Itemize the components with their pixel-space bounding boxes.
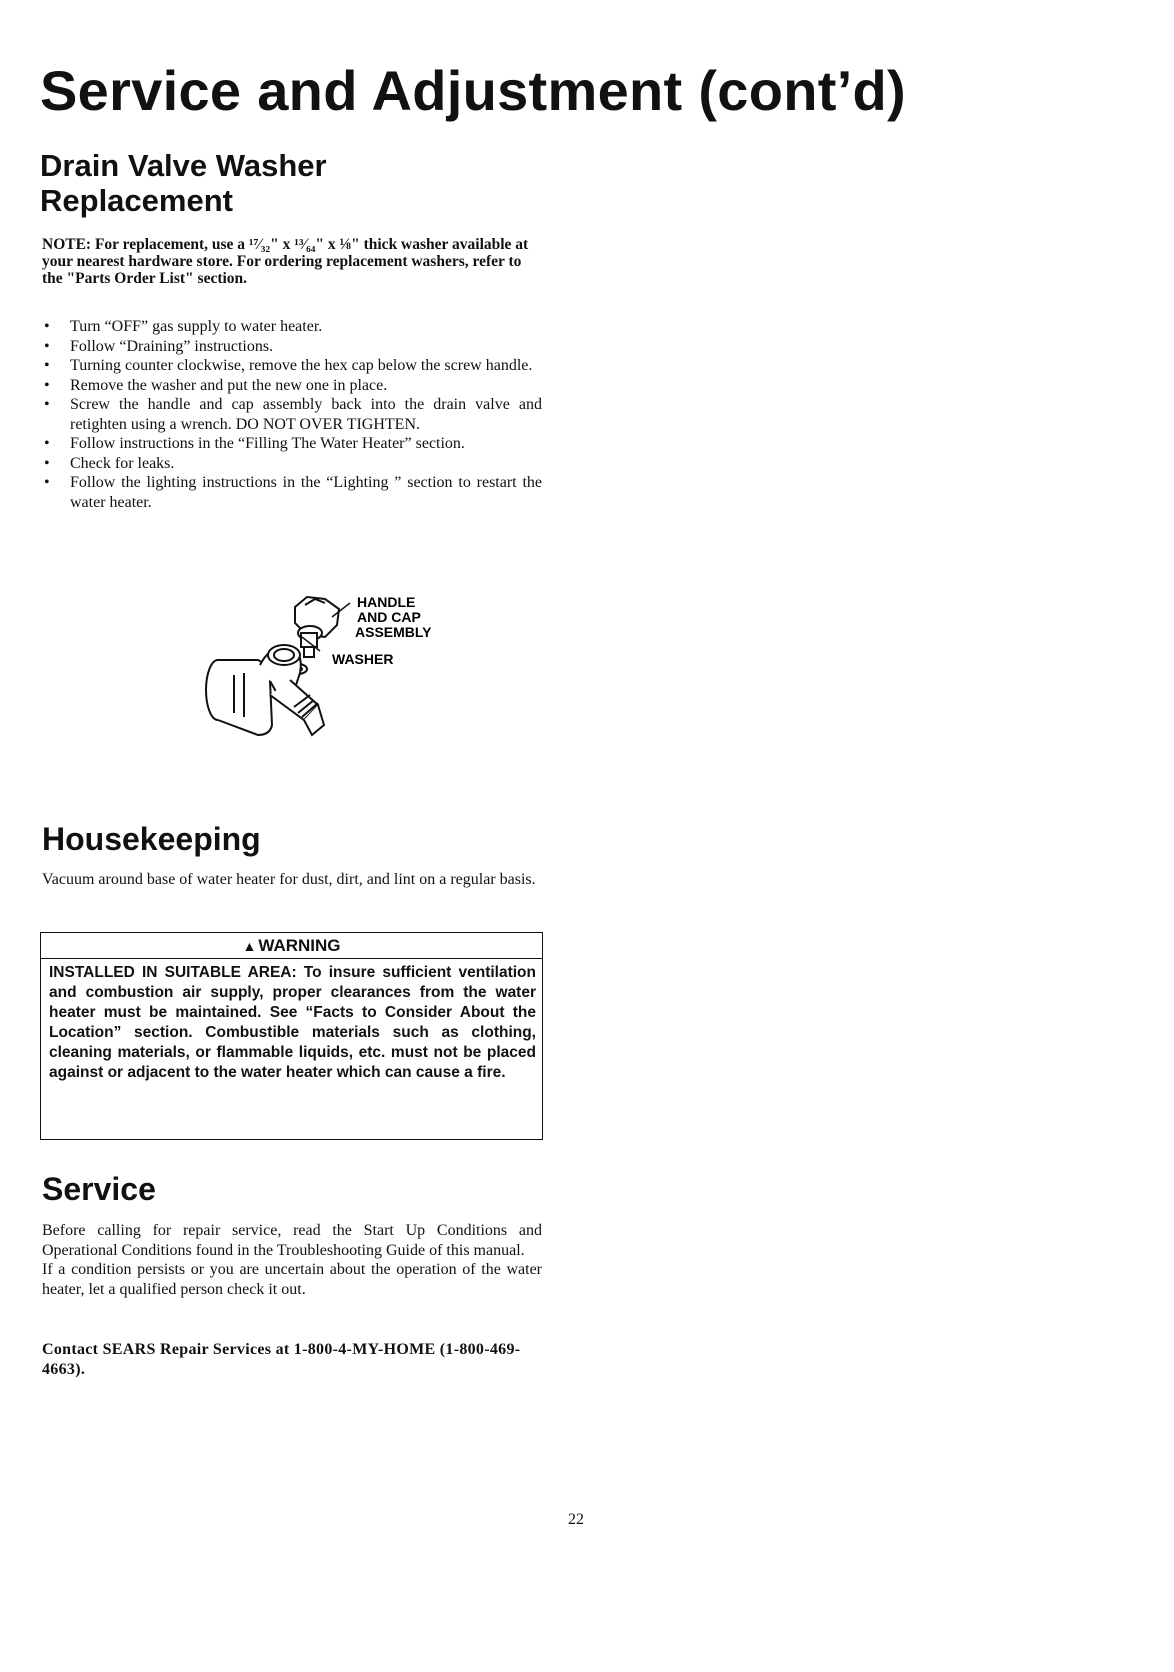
drain-valve-diagram — [200, 585, 460, 785]
list-item: • Follow “Draining” instructions. — [42, 337, 542, 357]
label-handle-2: AND CAP — [357, 609, 421, 625]
list-item: • Follow the lighting instructions in the “Lighting ” section to restart the water heater. — [42, 473, 542, 512]
warning-box — [40, 932, 543, 1140]
contact-info: Contact SEARS Repair Services at 1-800-4-MY-HOME (1-800-469-4663). — [42, 1341, 521, 1378]
list-item: • Remove the washer and put the new one in place. — [42, 376, 542, 396]
drain-steps-list — [42, 317, 542, 512]
warning-text: INSTALLED IN SUITABLE AREA: To insure sufficient ventilation and combustion air supply, proper clearances from the water heater must be maintained. See “Facts to Consider About the Location” section. Combustible materials such as clothing, cleaning materials, or flammable liquids, etc. must not be placed against or adjacent to the water heater which can cause a fire. — [49, 964, 536, 1081]
list-item: • Turn “OFF” gas supply to water heater. — [42, 317, 542, 337]
warning-title: WARNING — [258, 936, 341, 955]
list-item: • Follow instructions in the “Filling The Water Heater” section. — [42, 434, 542, 454]
housekeeping-heading: Housekeeping — [42, 821, 261, 857]
list-item: • Turning counter clockwise, remove the hex cap below the screw handle. — [42, 356, 542, 376]
service-paragraph-1: Before calling for repair service, read the Start Up Conditions and Operational Conditions found in the Troubleshooting Guide of this manual. — [42, 1222, 542, 1259]
page-title: Service and Adjustment (cont’d) — [40, 59, 907, 122]
list-item: • Check for leaks. — [42, 454, 542, 474]
service-paragraph-2: If a condition persists or you are uncertain about the operation of the water heater, let a qualified person check it out. — [42, 1261, 542, 1298]
list-item: • Screw the handle and cap assembly back into the drain valve and retighten using a wrench. DO NOT OVER TIGHTEN. — [42, 395, 542, 434]
page-number: 22 — [568, 1511, 584, 1528]
housekeeping-text: Vacuum around base of water heater for dust, dirt, and lint on a regular basis. — [42, 871, 536, 888]
drain-valve-heading-text: Drain Valve Washer Replacement — [40, 148, 327, 218]
service-text — [42, 1221, 542, 1299]
drain-valve-heading — [40, 148, 370, 218]
warning-triangle-icon: ▲ — [242, 938, 257, 954]
service-heading: Service — [42, 1171, 156, 1207]
label-handle-1: HANDLE — [357, 594, 416, 610]
replacement-note: NOTE: For replacement, use a ¹⁷⁄₃₂" x ¹³⁄₆₄" x ⅛" thick washer available at your nearest hardware store. For ordering replacement washers, refer to the "Parts Order List" section. — [42, 236, 529, 287]
valve-body-illustration — [206, 645, 324, 735]
warning-header — [41, 933, 542, 959]
label-washer: WASHER — [332, 651, 394, 667]
label-handle-3: ASSEMBLY — [355, 624, 432, 640]
